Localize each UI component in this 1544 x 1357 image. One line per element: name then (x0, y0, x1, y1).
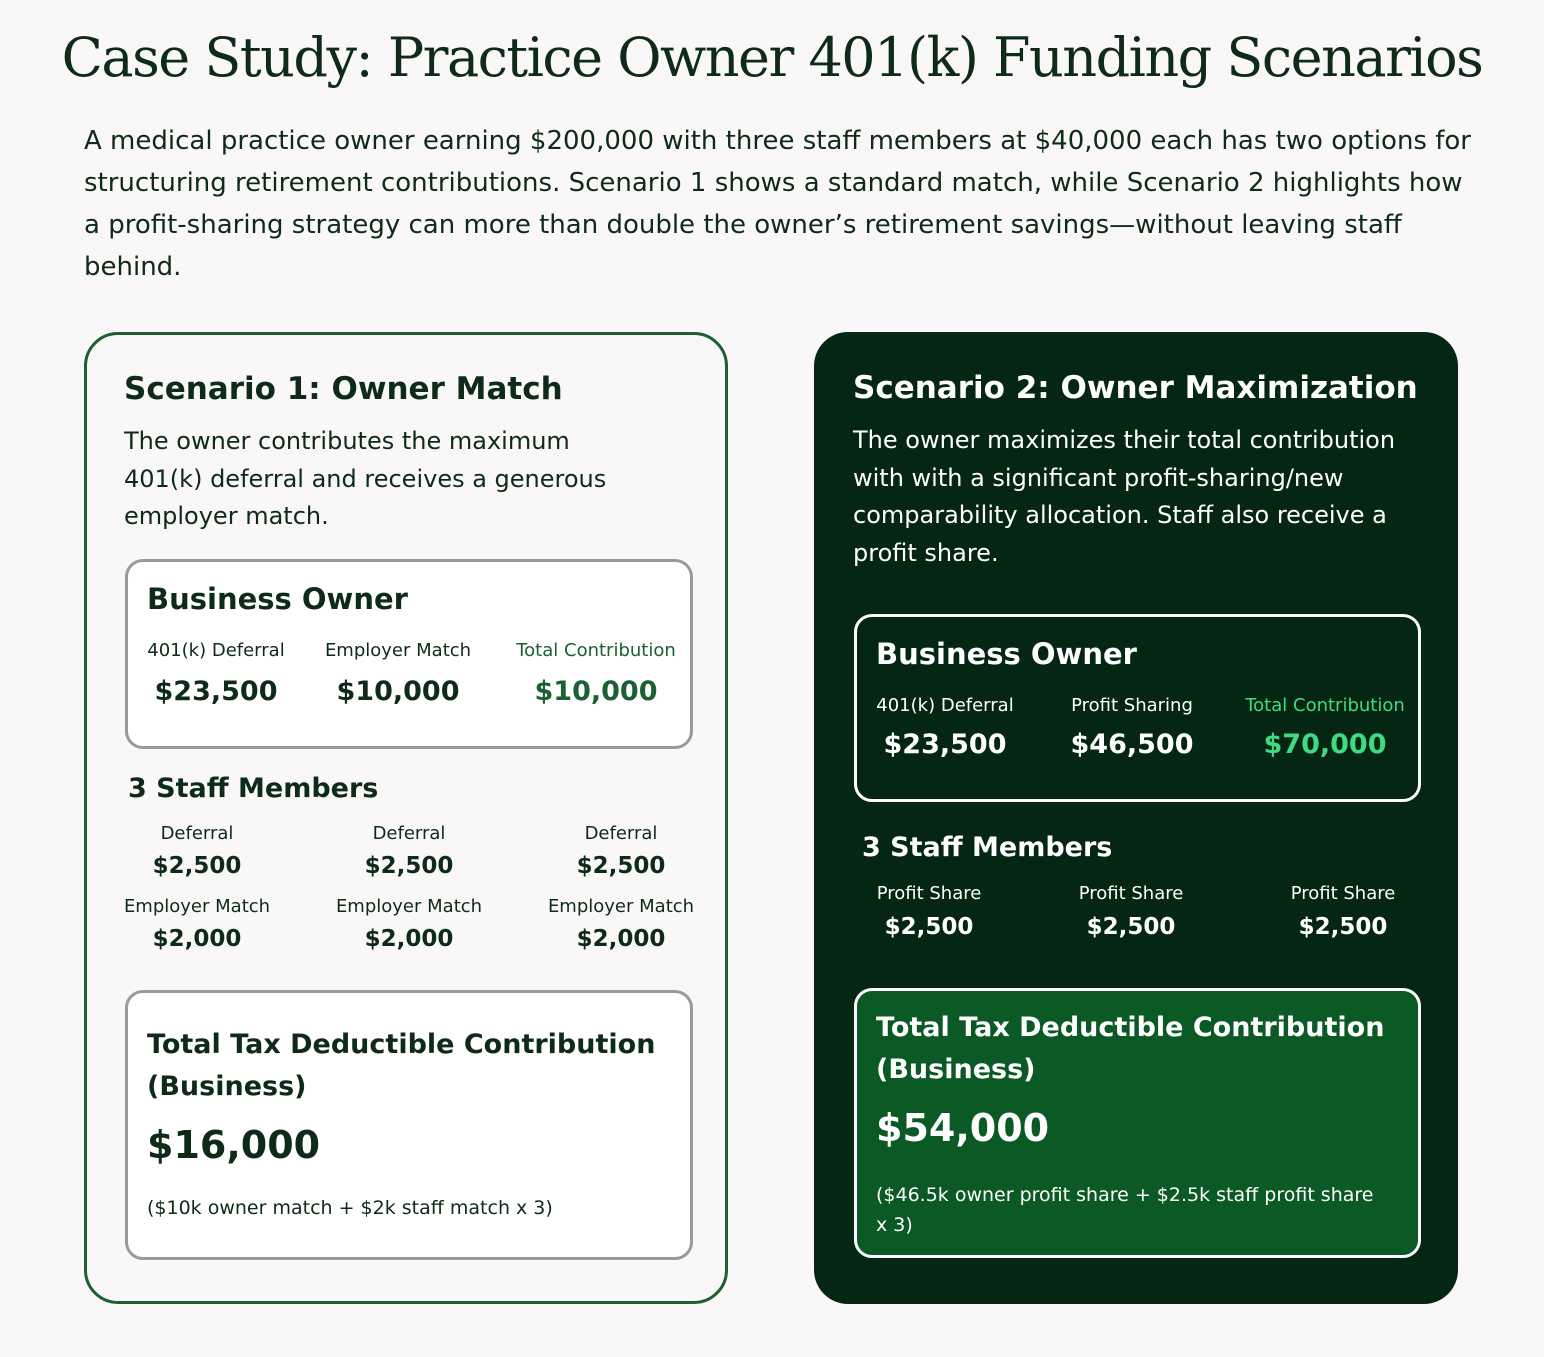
staff-3-profit-share-label: Profit Share (1290, 883, 1396, 904)
staff-1-deferral-label: Deferral (160, 823, 234, 844)
owner-deferral-label: 401(k) Deferral (147, 640, 285, 661)
intro-paragraph: A medical practice owner earning $200,000 with three staff members at $40,000 each has two options for structuring retirement contributions. Scenario 1 shows a standard match, while Scenario 2 highlights how a profit-sharing strategy can more than double the owner’s retirement savings—without leaving staff behind. (84, 126, 1471, 282)
staff-2-deferral-value: $2,500 (364, 853, 454, 879)
scenario-1-total-box (125, 990, 693, 1260)
total-note: ($46.5k owner profit share + $2.5k staff profit share x 3) (876, 1184, 1374, 1236)
scenario-2-description: The owner maximizes their total contribution with with a significant profit-sharing/new comparability allocation. Staff also receive a profit share. (853, 426, 1396, 567)
staff-1-deferral-value: $2,500 (152, 853, 242, 879)
scenario-1-description: The owner contributes the maximum 401(k) deferral and receives a generous employer match. (124, 427, 607, 530)
total-value: $16,000 (147, 1123, 321, 1167)
staff-2-profit-share-value: $2,500 (1086, 914, 1176, 940)
owner-box-title: Business Owner (147, 582, 408, 616)
owner-match-value: $10,000 (336, 676, 460, 707)
staff-1-match-value: $2,000 (152, 926, 242, 952)
staff-3-match-value: $2,000 (576, 926, 666, 952)
total-title: Total Tax Deductible Contribution (Business) (876, 1012, 1385, 1085)
scenario-2-card (814, 332, 1458, 1304)
staff-2-match-value: $2,000 (364, 926, 454, 952)
scenario-1-card (84, 332, 728, 1304)
staff-2-profit-share-label: Profit Share (1078, 883, 1184, 904)
scenario-1-title: Scenario 1: Owner Match (124, 371, 563, 407)
page-title: Case Study: Practice Owner 401(k) Funding Scenarios (61, 26, 1483, 89)
owner-total-value: $70,000 (1263, 729, 1387, 760)
owner-deferral-value: $23,500 (154, 676, 278, 707)
owner-total-value: $10,000 (534, 676, 658, 707)
total-title: Total Tax Deductible Contribution (Business) (147, 1029, 656, 1102)
staff-1-profit-share-label: Profit Share (876, 883, 982, 904)
total-value: $54,000 (876, 1106, 1050, 1150)
scenario-2-title: Scenario 2: Owner Maximization (853, 370, 1418, 406)
staff-3-deferral-value: $2,500 (576, 853, 666, 879)
staff-1-profit-share-value: $2,500 (884, 914, 974, 940)
staff-2-deferral-label: Deferral (372, 823, 446, 844)
staff-2-match-label: Employer Match (335, 896, 483, 917)
owner-profit-sharing-value: $46,500 (1070, 729, 1194, 760)
owner-total-label: Total Contribution (516, 640, 676, 661)
staff-3-profit-share-value: $2,500 (1298, 914, 1388, 940)
owner-deferral-value: $23,500 (883, 729, 1007, 760)
scenario-2-total-box (854, 988, 1421, 1258)
staff-3-deferral-label: Deferral (584, 823, 658, 844)
owner-deferral-label: 401(k) Deferral (876, 695, 1014, 716)
staff-1-match-label: Employer Match (123, 896, 271, 917)
scenario-2-owner-box (854, 614, 1421, 802)
owner-total-label: Total Contribution (1245, 695, 1405, 716)
owner-profit-sharing-label: Profit Sharing (1071, 695, 1193, 716)
owner-match-label: Employer Match (324, 640, 472, 661)
staff-title: 3 Staff Members (128, 773, 379, 804)
total-note: ($10k owner match + $2k staff match x 3) (147, 1197, 553, 1219)
staff-title: 3 Staff Members (862, 832, 1113, 863)
staff-3-match-label: Employer Match (547, 896, 695, 917)
scenario-1-owner-box (125, 559, 693, 749)
owner-box-title: Business Owner (876, 637, 1137, 671)
